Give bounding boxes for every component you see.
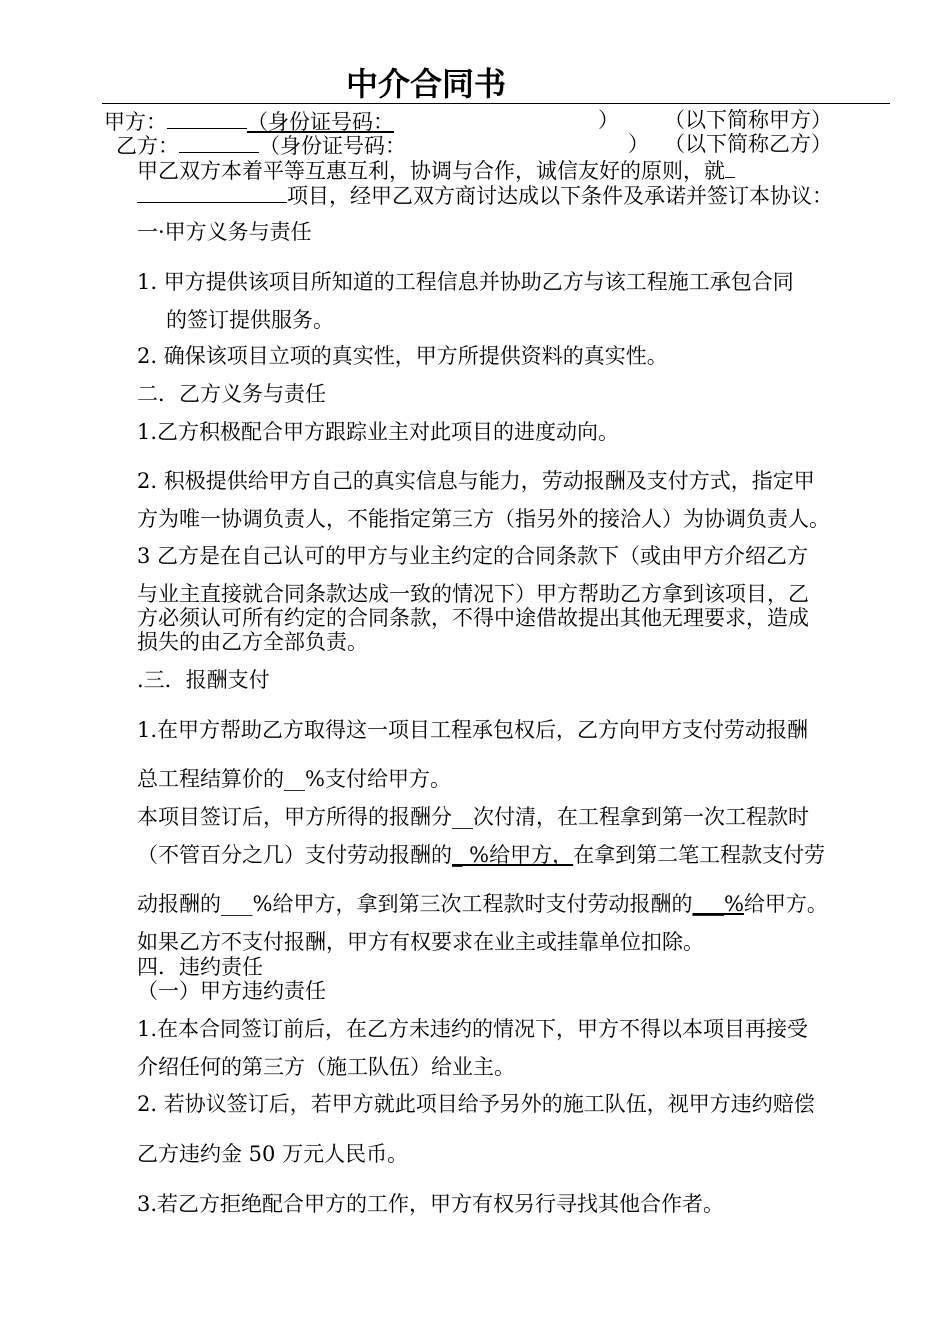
s3-p2b-pre: （不管百分之几）支付劳动报酬的 [137, 843, 452, 867]
section-3-para-3: 如果乙方不支付报酬，甲方有权要求在业主或挂靠单位扣除。 [137, 930, 704, 954]
intro-blank-tail [725, 157, 735, 178]
second-payment-percent: ___ [221, 892, 253, 916]
section-2-item-2-line-1: 2. 积极提供给甲方自己的真实信息与能力，劳动报酬及支付方式，指定甲 [137, 469, 815, 493]
section-3-item-1-line-1: 1.在甲方帮助乙方取得这一项目工程承包权后，乙方向甲方支付劳动报酬 [137, 718, 809, 742]
title-rule [102, 103, 890, 104]
section-1-title: 一·甲方义务与责任 [137, 220, 312, 244]
section-2-item-3-line-4: 损失的由乙方全部负责。 [137, 630, 368, 654]
section-4-item-2-line-2: 乙方违约金 50 万元人民币。 [137, 1142, 409, 1166]
installments-blank: __ [452, 805, 473, 829]
s3-i1-post: %支付给甲方。 [305, 767, 451, 791]
party-b-abbr: （以下简称乙方） [664, 132, 832, 156]
section-3-title: .三．报酬支付 [137, 668, 270, 692]
party-a-label: 甲方： [104, 110, 167, 134]
party-b-id-label: （身份证号码： [259, 134, 406, 158]
section-4-item-1-line-2: 介绍任何的第三方（施工队伍）给业主。 [137, 1055, 515, 1079]
intro-text-1: 甲乙双方本着平等互惠互利，协调与合作，诚信友好的原则，就 [137, 159, 725, 183]
section-3-para-2-line-1 [137, 805, 809, 829]
section-4-item-3: 3.若乙方拒绝配合甲方的工作，甲方有权另行寻找其他合作者。 [137, 1192, 725, 1216]
section-2-item-3-line-2: 与业主直接就合同条款达成一致的情况下）甲方帮助乙方拿到该项目，乙 [137, 582, 809, 606]
intro-line-1 [137, 157, 735, 183]
s3-i1-pre: 总工程结算价的 [137, 767, 284, 791]
intro-text-2: 项目，经甲乙双方商讨达成以下条件及承诺并签订本协议： [287, 184, 833, 208]
section-1-item-1-line-1: 1. 甲方提供该项目所知道的工程信息并协助乙方与该工程施工承包合同 [137, 270, 794, 294]
section-4-title: 四．违约责任 [137, 955, 263, 979]
section-1-item-1-line-2: 的签订提供服务。 [166, 308, 334, 332]
section-3-para-2-line-2 [137, 843, 825, 867]
party-b-line [116, 132, 406, 158]
section-2-title: 二．乙方义务与责任 [137, 382, 326, 406]
section-3-para-2-line-3 [137, 892, 828, 916]
third-payment-percent: ___% [692, 892, 744, 916]
section-2-item-2-line-2: 方为唯一协调负责人，不能指定第三方（指另外的接洽人）为协调负责人。 [137, 507, 830, 531]
s3-p2a-pre: 本项目签订后，甲方所得的报酬分 [137, 805, 452, 829]
section-4-sub-1: （一）甲方违约责任 [137, 979, 326, 1003]
party-a-close: ） [598, 108, 619, 132]
party-a-abbr: （以下简称甲方） [664, 108, 832, 132]
section-2-item-3-line-1: 3 乙方是在自己认可的甲方与业主约定的合同条款下（或由甲方介绍乙方 [137, 544, 809, 568]
s3-p2c-mid: %给甲方，拿到第三次工程款时支付劳动报酬的 [252, 892, 693, 916]
section-2-item-1: 1.乙方积极配合甲方跟踪业主对此项目的进度动向。 [137, 420, 620, 444]
first-payment-percent: _ %给甲方， [452, 843, 574, 867]
intro-line-2 [137, 182, 833, 208]
section-3-item-1-line-2 [137, 767, 451, 791]
party-b-name-blank [179, 132, 259, 153]
party-a-line [104, 108, 394, 134]
party-a-id-label: （身份证号码： [247, 110, 394, 134]
section-4-item-2-line-1: 2. 若协议签订后，若甲方就此项目给予另外的施工队伍，视甲方违约赔偿 [137, 1092, 815, 1116]
s3-p2c-pre: 动报酬的 [137, 892, 221, 916]
s3-p2c-post: 给甲方。 [743, 892, 828, 916]
percent-blank: __ [284, 767, 305, 791]
party-b-close: ） [628, 132, 649, 156]
section-2-item-3-line-3: 方必须认可所有约定的合同条款，不得中途借故提出其他无理要求，造成 [137, 606, 809, 630]
party-a-name-blank [167, 108, 247, 129]
party-b-label: 乙方： [116, 134, 179, 158]
section-1-item-2: 2. 确保该项目立项的真实性，甲方所提供资料的真实性。 [137, 344, 668, 368]
document-title: 中介合同书 [346, 65, 507, 103]
project-name-blank [137, 182, 287, 203]
section-4-item-1-line-1: 1.在本合同签订前后，在乙方未违约的情况下，甲方不得以本项目再接受 [137, 1017, 809, 1041]
s3-p2b-post: 在拿到第二笔工程款支付劳 [573, 843, 826, 867]
s3-p2a-post: 次付清，在工程拿到第一次工程款时 [473, 805, 809, 829]
